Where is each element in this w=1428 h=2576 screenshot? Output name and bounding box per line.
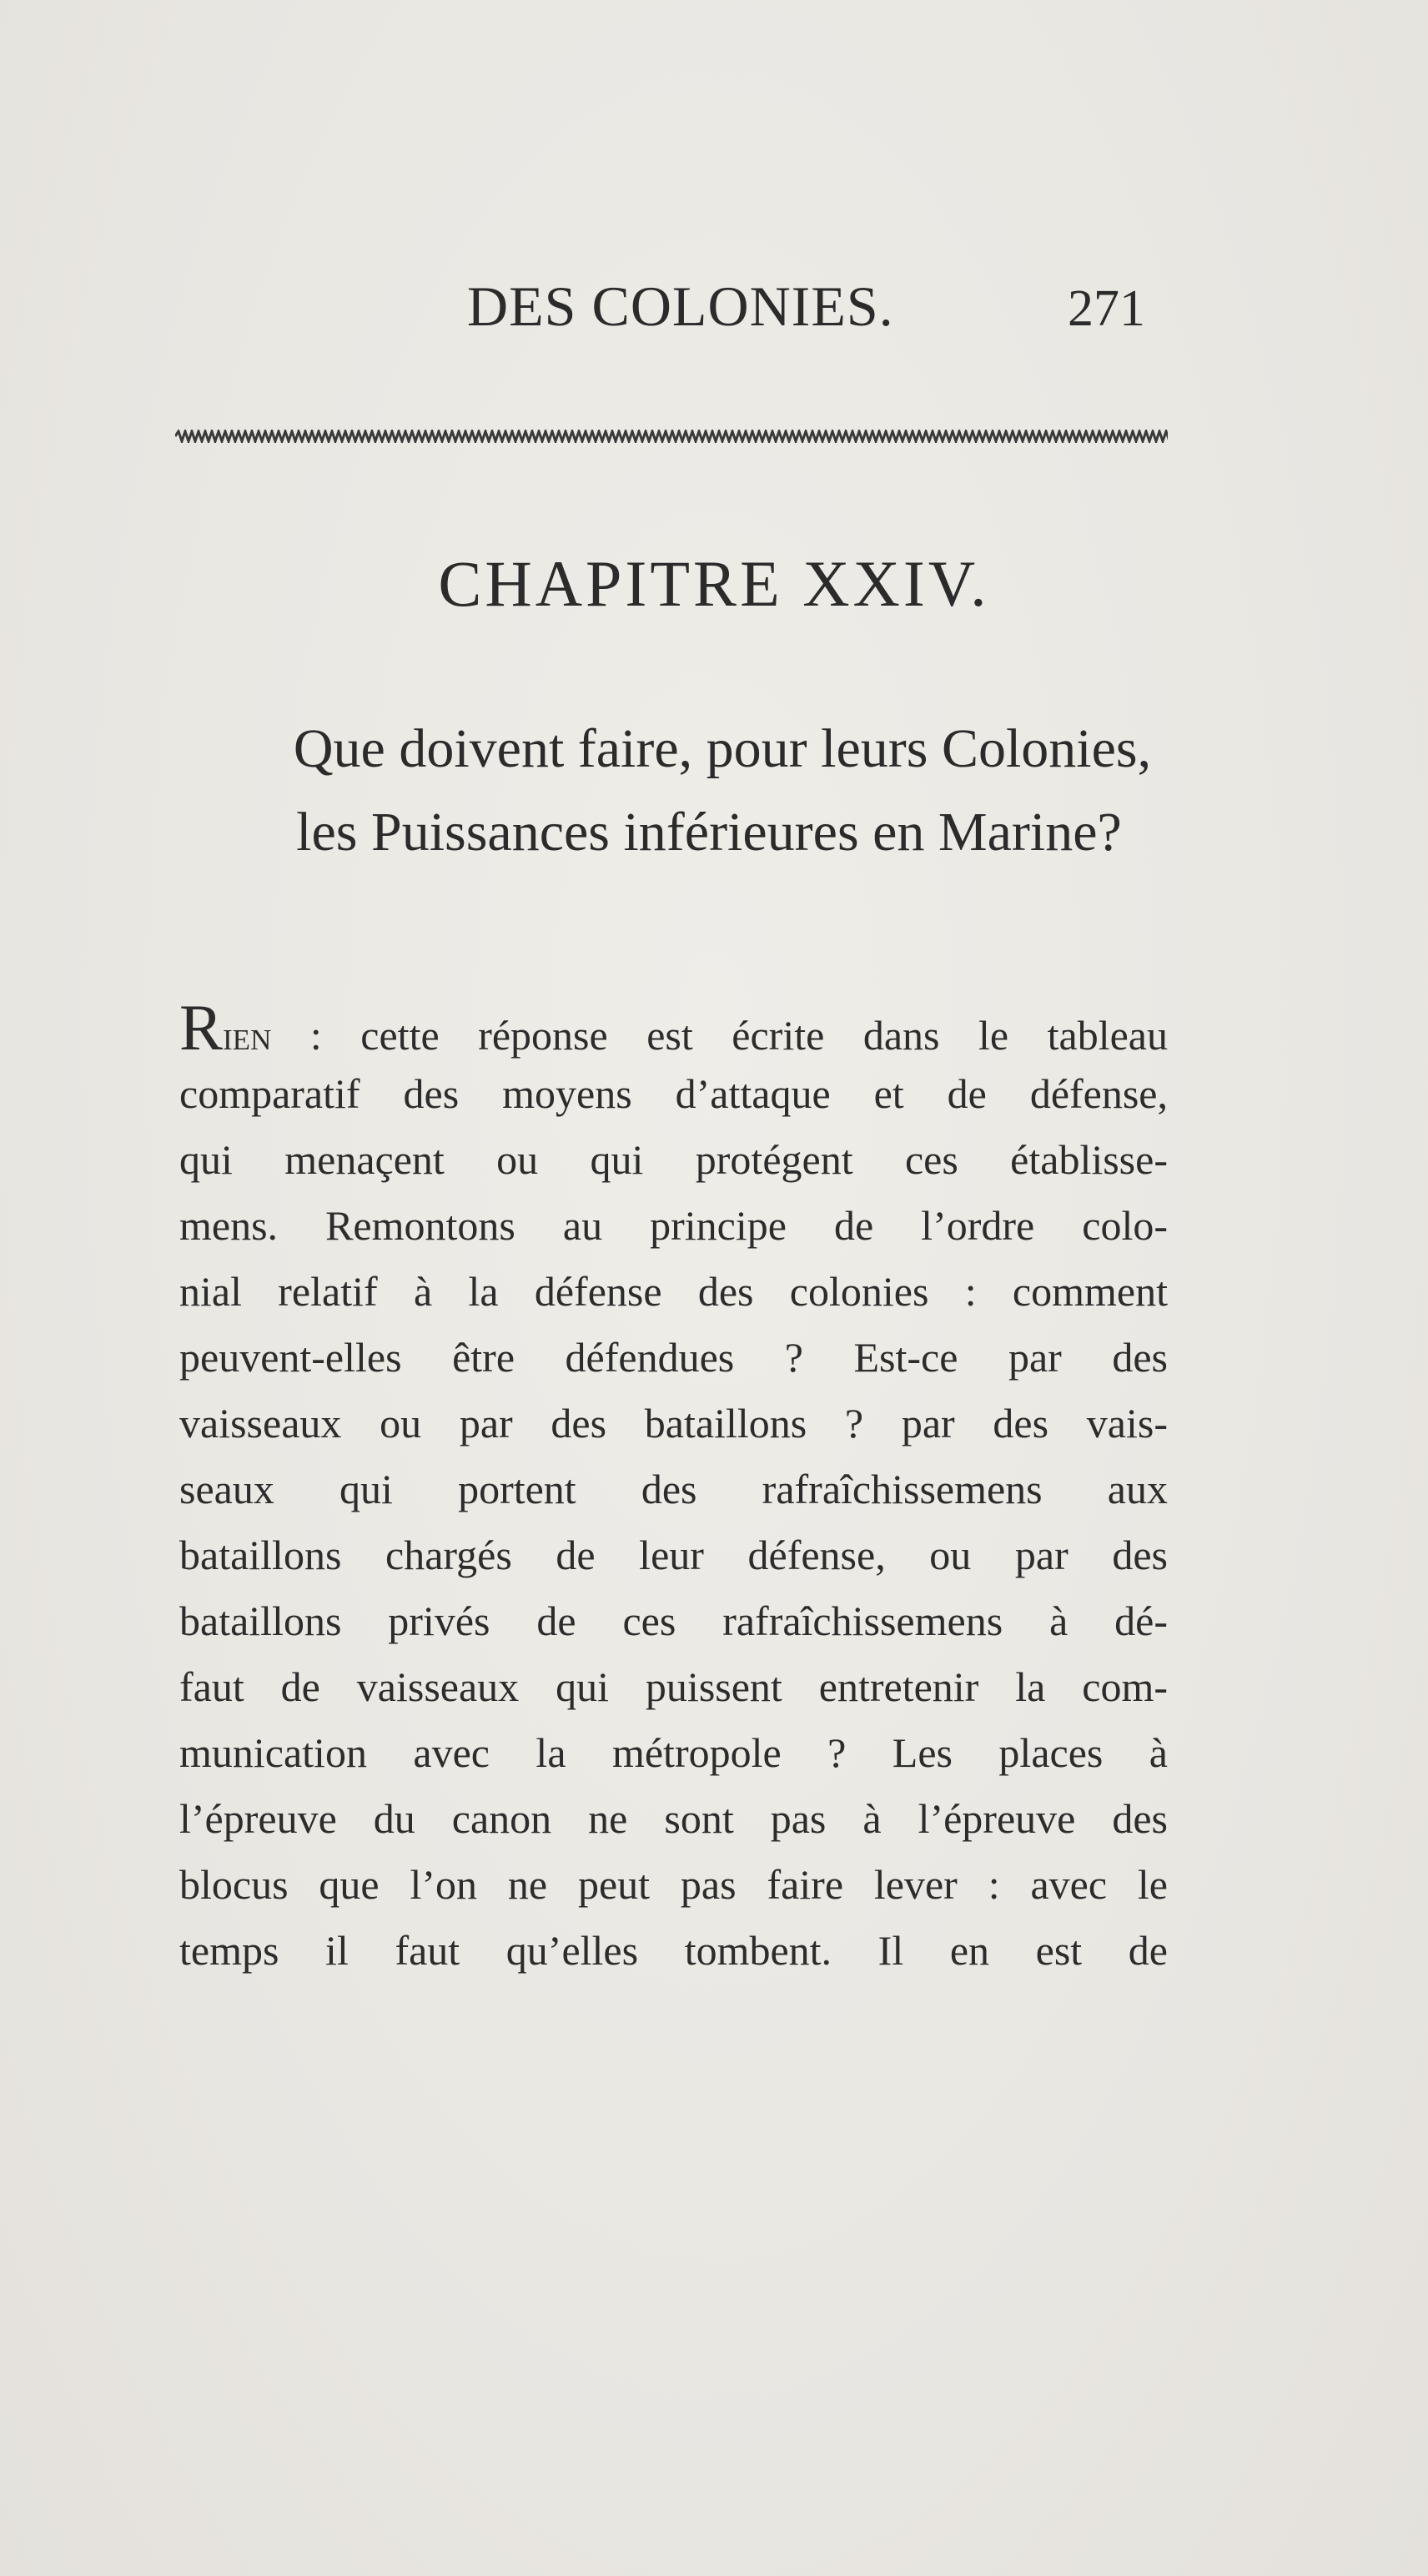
body-line: seaux qui portent des rafraîchissemens aux (179, 1466, 1168, 1512)
running-title: DES COLONIES. (467, 274, 894, 338)
body-line: faut de vaisseaux qui puissent entretenir la com- (179, 1663, 1168, 1710)
body-line: munication avec la métropole ? Les places à (179, 1729, 1168, 1776)
body-line: nial relatif à la défense des colonies : comment (179, 1268, 1168, 1315)
body-line: mens. Remontons au principe de l’ordre colo- (179, 1202, 1168, 1249)
body-line: temps il faut qu’elles tombent. Il en est de (179, 1927, 1168, 1974)
body-line: comparatif des moyens d’attaque et de défense, (179, 1070, 1168, 1117)
body-line (179, 991, 1168, 1064)
body-line: qui menaçent ou qui protégent ces établisse- (179, 1136, 1168, 1183)
body-line: l’épreuve du canon ne sont pas à l’épreuve des (179, 1795, 1168, 1842)
body-line: peuvent-elles être défendues ? Est-ce par des (179, 1334, 1168, 1381)
body-line: blocus que l’on ne peut pas faire lever : avec le (179, 1861, 1168, 1908)
chapter-subtitle-line-1: Que doivent faire, pour leurs Colonies, (293, 718, 1152, 779)
page-number: 271 (1068, 280, 1145, 337)
body-line: bataillons privés de ces rafraîchissemens à dé- (179, 1597, 1168, 1644)
chapter-subtitle-line-2: les Puissances inférieures en Marine? (296, 802, 1122, 863)
small-caps-word: ien (223, 1012, 272, 1059)
body-line-text: : cette réponse est écrite dans le tableau (271, 1012, 1168, 1059)
initial-capital: R (179, 991, 224, 1064)
body-line: vaisseaux ou par des bataillons ? par des vais- (179, 1400, 1168, 1446)
body-line: bataillons chargés de leur défense, ou par des (179, 1532, 1168, 1578)
chapter-title: CHAPITRE XXIV. (438, 547, 990, 620)
ornamental-rule (175, 430, 1168, 443)
